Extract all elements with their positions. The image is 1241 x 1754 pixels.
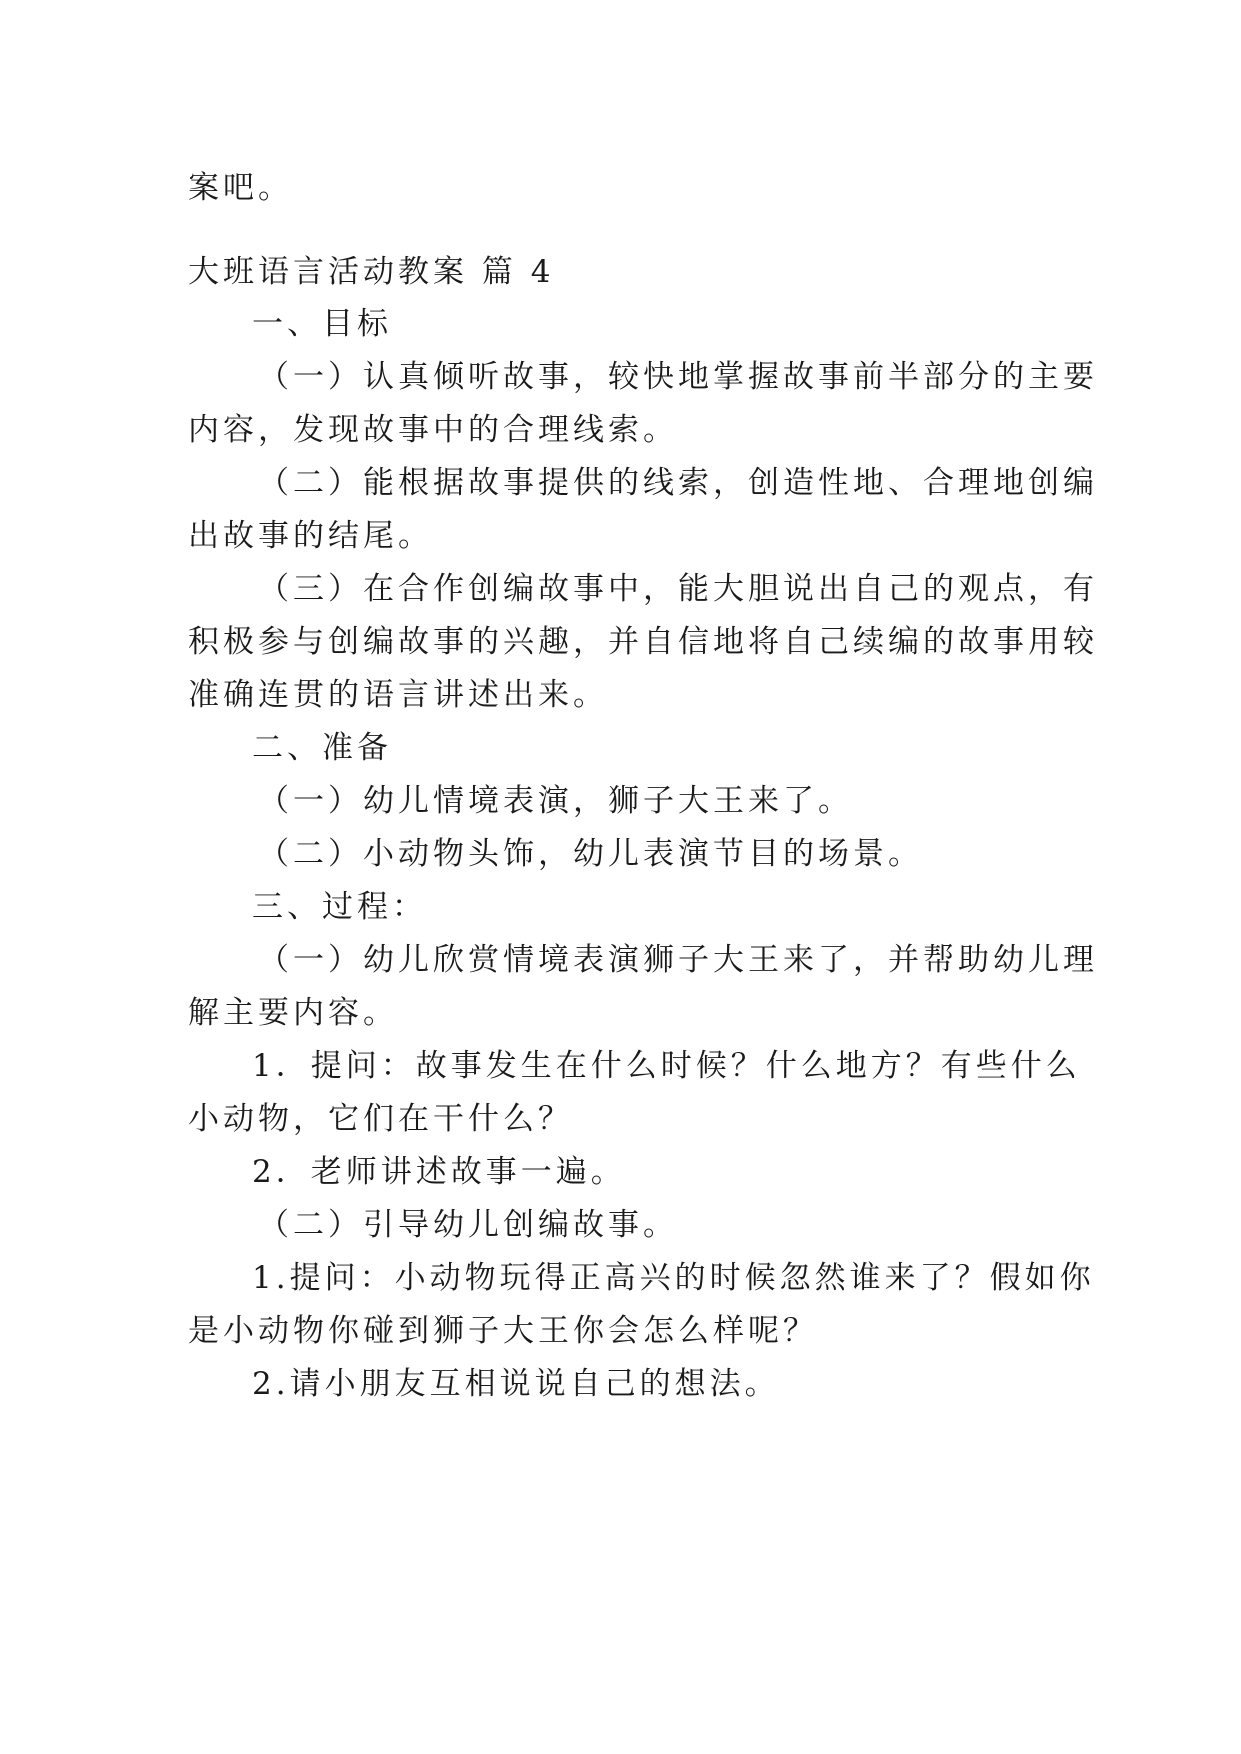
goal-2-line-1: （二）能根据故事提供的线索，创造性地、合理地创编 [258, 465, 1098, 501]
process-1-line-2: 解主要内容。 [188, 995, 398, 1031]
process-1-line-1: （一）幼儿欣赏情境表演狮子大王来了，并帮助幼儿理 [258, 942, 1098, 978]
process-1-question-1-line-2: 小动物，它们在干什么？ [188, 1101, 573, 1137]
heading-goals: 一、目标 [252, 306, 392, 342]
process-2-question-1-line-2: 是小动物你碰到狮子大王你会怎么样呢？ [188, 1313, 818, 1349]
process-2-question-1-line-1: 1.提问：小动物玩得正高兴的时候忽然谁来了？假如你 [252, 1260, 1095, 1296]
goal-3-line-2: 积极参与创编故事的兴趣，并自信地将自己续编的故事用较 [188, 624, 1098, 660]
prep-item-1: （一）幼儿情境表演，狮子大王来了。 [258, 783, 853, 819]
process-2: （二）引导幼儿创编故事。 [258, 1207, 678, 1243]
goal-2-line-2: 出故事的结尾。 [188, 518, 433, 554]
goal-3-line-3: 准确连贯的语言讲述出来。 [188, 677, 608, 713]
goal-1-line-1: （一）认真倾听故事，较快地掌握故事前半部分的主要 [258, 359, 1098, 395]
prep-item-2: （二）小动物头饰，幼儿表演节目的场景。 [258, 836, 923, 872]
continuation-text: 案吧。 [188, 170, 293, 206]
goal-1-line-2: 内容，发现故事中的合理线索。 [188, 412, 678, 448]
section-title: 大班语言活动教案 篇 4 [188, 254, 555, 290]
process-1-question-2: 2．老师讲述故事一遍。 [252, 1154, 626, 1190]
goal-3-line-1: （三）在合作创编故事中，能大胆说出自己的观点，有 [258, 571, 1098, 607]
heading-preparation: 二、准备 [252, 730, 392, 766]
heading-process: 三、过程： [252, 889, 427, 925]
process-2-question-2: 2.请小朋友互相说说自己的想法。 [252, 1366, 780, 1402]
process-1-question-1-line-1: 1．提问：故事发生在什么时候？什么地方？有些什么 [252, 1048, 1081, 1084]
